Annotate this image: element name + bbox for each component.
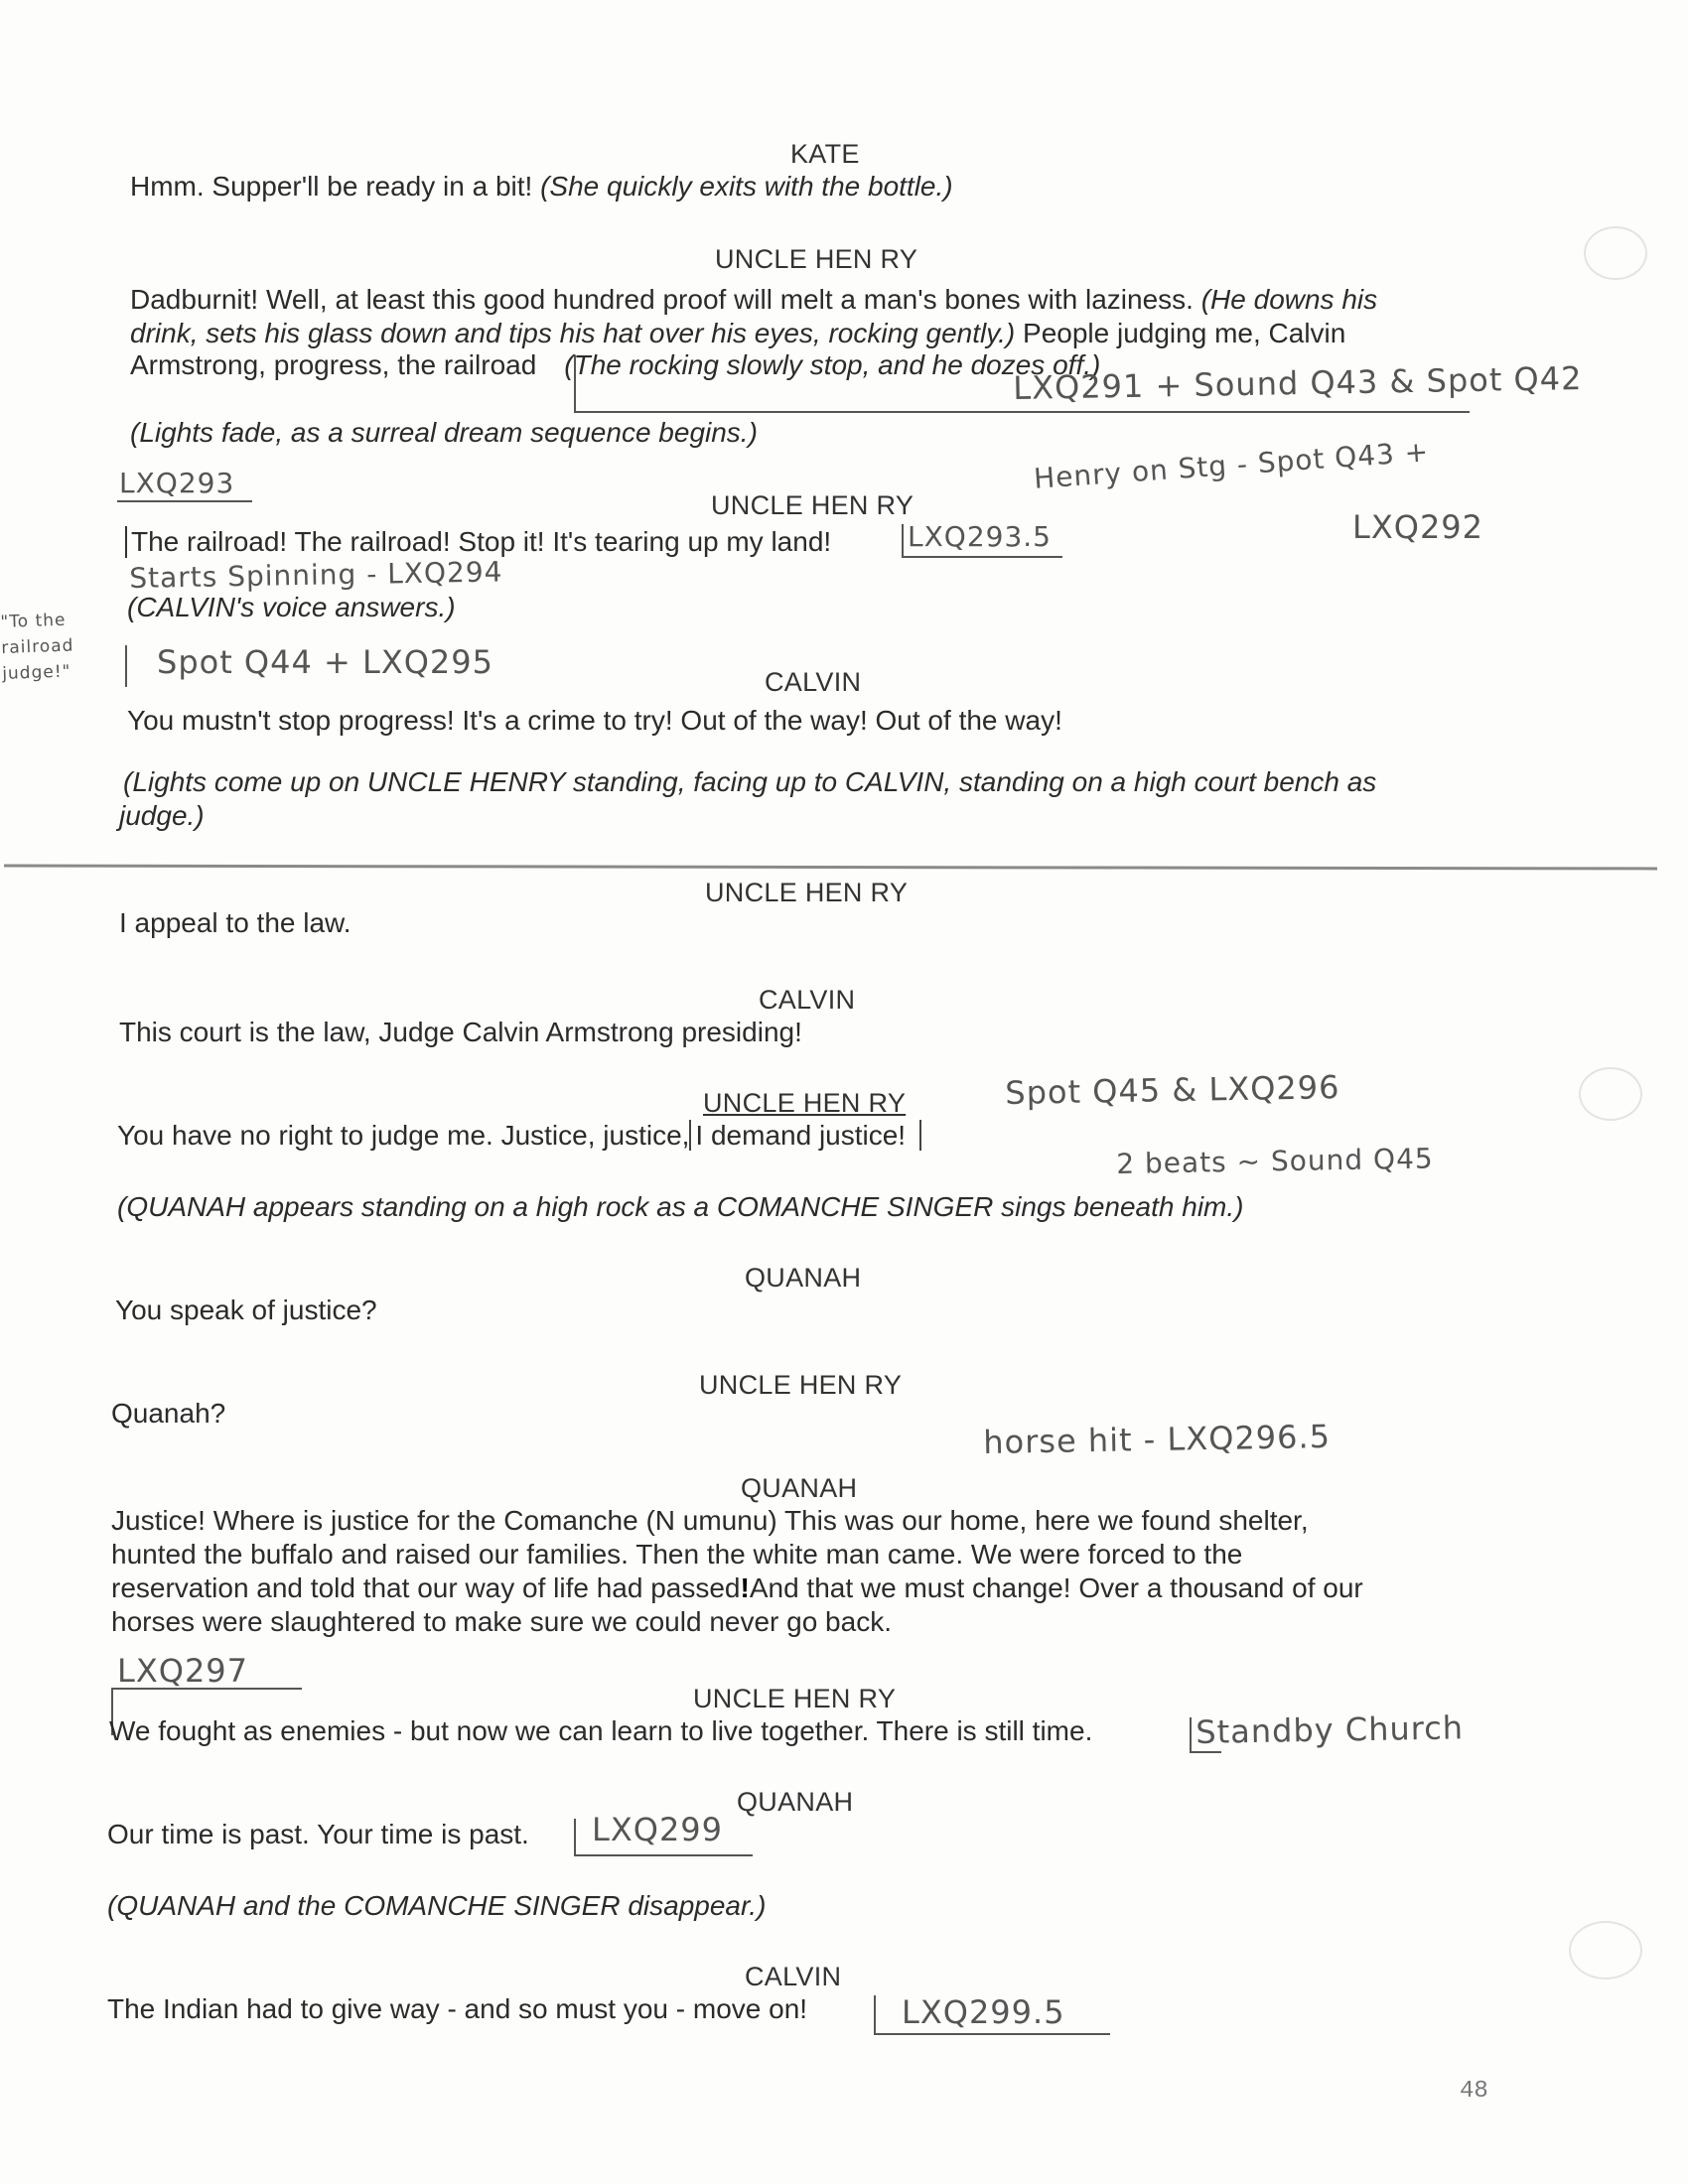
cue-note: Spot Q45 & LXQ296 <box>1005 1068 1340 1112</box>
character-name: UNCLE HEN RY <box>693 1684 897 1713</box>
cue-note: Spot Q44 + LXQ295 <box>157 643 493 681</box>
dialogue-line <box>107 1993 807 2025</box>
dialogue-text: You mustn't stop progress! It's a crime to try! Out of the way! Out of the way! <box>127 705 1062 736</box>
stage-direction: (QUANAH and the COMANCHE SINGER disappear.) <box>107 1890 767 1921</box>
character-name: QUANAH <box>741 1473 858 1503</box>
stage-direction: (He downs his <box>1200 284 1378 315</box>
dialogue-text: The Indian had to give way - and so must you - move on! <box>107 1993 808 2024</box>
cue-note: horse hit - LXQ296.5 <box>983 1417 1332 1461</box>
dialogue-line <box>130 318 1345 349</box>
dialogue-text: Justice! Where is justice for the Comanche <box>111 1505 646 1536</box>
cue-note: LXQ299.5 <box>902 1993 1065 2031</box>
cue-note: LXQ292 <box>1352 508 1484 546</box>
cue-note: 2 beats ~ Sound Q45 <box>1116 1142 1434 1180</box>
dialogue-line <box>119 1017 802 1048</box>
character-name: UNCLE HEN RY <box>703 1088 907 1118</box>
cue-bracket <box>874 1995 1110 2035</box>
cue-note: LXQ293 <box>119 467 235 499</box>
dialogue-text: I appeal to the law. <box>119 907 352 938</box>
cue-note: Starts Spinning - LXQ294 <box>129 555 503 595</box>
dialogue-text: Dadburnit! Well, at least this good hundred proof will melt a man's bones with laziness. <box>130 284 1201 315</box>
dialogue-text: Hmm. Supper'll be ready in a bit! <box>130 171 541 202</box>
dialogue-text: And that we must change! Over a thousand of our <box>749 1572 1363 1603</box>
margin-smudge <box>1584 226 1647 280</box>
dialogue-line <box>111 1398 225 1430</box>
stage-direction: (The rocking slowly stop, and he dozes off.) <box>564 349 1101 380</box>
page-number: 48 <box>1460 2078 1488 2105</box>
dialogue-line <box>125 526 831 558</box>
stage-direction: (QUANAH appears standing on a high rock as a COMANCHE SINGER sings beneath him.) <box>117 1191 1244 1222</box>
character-name: UNCLE HEN RY <box>699 1370 903 1400</box>
stage-direction: (CALVIN's voice answers.) <box>127 592 456 622</box>
dialogue-line <box>111 1539 1242 1570</box>
cue-bracket <box>902 524 1062 558</box>
stage-direction: (Lights fade, as a surreal dream sequence begins.) <box>130 417 758 448</box>
stage-direction: (She quickly exits with the bottle.) <box>540 171 953 202</box>
dialogue-line <box>119 907 352 939</box>
dialogue-text: People judging me, Calvin <box>1015 318 1346 348</box>
dialogue-text: Armstrong, progress, the railroad <box>130 349 537 380</box>
cue-note: "To the railroad judge!" <box>0 610 74 684</box>
cue-note: LXQ291 + Sound Q43 & Spot Q42 <box>1013 358 1583 407</box>
dialogue-text: ! <box>740 1572 750 1603</box>
dialogue-line <box>111 1505 1309 1537</box>
dialogue-line <box>130 284 1377 316</box>
dialogue-line <box>111 1606 892 1638</box>
cue-bracket <box>125 645 127 687</box>
stage-direction: (Lights come up on UNCLE HENRY standing, facing up to CALVIN, standing on a high court bench as <box>123 766 1377 797</box>
dialogue-line <box>107 1819 529 1850</box>
dialogue-text: This was our home, here we found shelter, <box>776 1505 1309 1536</box>
dialogue-line <box>117 1120 921 1152</box>
character-name: CALVIN <box>745 1962 842 1991</box>
cue-bracket <box>574 1819 753 1856</box>
margin-smudge <box>1569 1921 1642 1979</box>
dialogue-text: hunted the buffalo and raised our families. Then the white man came. We were forced to the <box>111 1539 1243 1570</box>
character-name: UNCLE HEN RY <box>711 490 914 520</box>
character-name: UNCLE HEN RY <box>705 878 909 907</box>
cue-note: LXQ297 <box>117 1652 249 1690</box>
dialogue-line <box>130 171 953 203</box>
dialogue-text: Quanah? <box>111 1398 226 1429</box>
dialogue-line <box>127 705 1062 737</box>
dialogue-text: horses were slaughtered to make sure we could never go back. <box>111 1606 892 1637</box>
dialogue-line <box>109 1715 1092 1747</box>
dialogue-line <box>115 1295 377 1326</box>
dialogue-line <box>111 1572 1363 1604</box>
stage-direction: drink, sets his glass down and tips his hat over his eyes, rocking gently.) <box>130 318 1016 348</box>
cue-note: Henry on Stg - Spot Q43 + <box>1033 435 1431 495</box>
dialogue-text: You speak of justice? <box>115 1295 377 1325</box>
margin-smudge <box>1579 1067 1642 1121</box>
character-name: UNCLE HEN RY <box>715 244 918 274</box>
character-name: CALVIN <box>759 985 856 1015</box>
dialogue-text: (N umunu) <box>645 1505 777 1536</box>
cue-note: LXQ299 <box>592 1811 724 1848</box>
stage-direction: judge.) <box>119 800 205 831</box>
dialogue-text: I demand justice! <box>689 1120 921 1151</box>
dialogue-text: We fought as enemies - but now we can learn to live together. There is still time. <box>109 1715 1093 1746</box>
cue-note: LXQ293.5 <box>908 520 1052 553</box>
cue-bracket <box>1190 1717 1221 1753</box>
dialogue-text: This court is the law, Judge Calvin Armstrong presiding! <box>119 1017 802 1047</box>
page-divider <box>4 865 1657 871</box>
cue-note: Standby Church <box>1196 1708 1465 1751</box>
dialogue-text: Our time is past. Your time is past. <box>107 1819 529 1849</box>
cue-bracket <box>117 500 252 502</box>
dialogue-text: You have no right to judge me. Justice, justice, <box>117 1120 690 1151</box>
dialogue-text: reservation and told that our way of life had passed <box>111 1572 741 1603</box>
character-name: QUANAH <box>737 1787 854 1817</box>
character-name: KATE <box>790 139 860 169</box>
character-name: QUANAH <box>745 1263 862 1293</box>
dialogue-text: The railroad! The railroad! Stop it! It's tearing up my land! <box>131 526 832 557</box>
character-name: CALVIN <box>765 667 862 697</box>
